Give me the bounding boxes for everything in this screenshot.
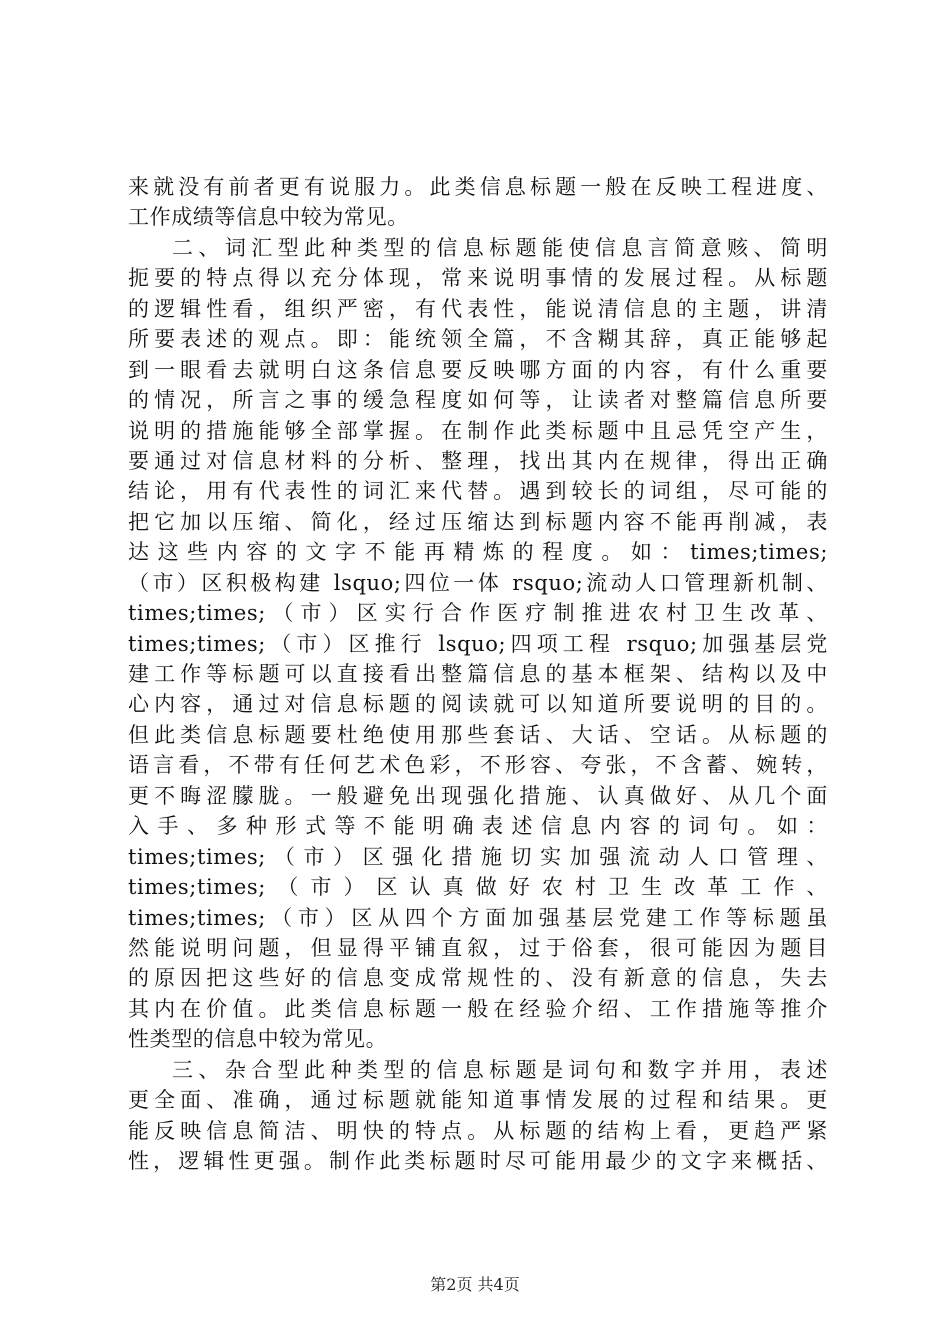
text-line: times;times;（市）区推行 lsquo;四项工程 rsquo;加强基层党: [128, 631, 828, 656]
text-line: 达这些内容的文字不能再精炼的程度。如：times;times;: [128, 540, 828, 565]
text-line: 更不晦涩朦胧。一般避免出现强化措施、认真做好、从几个面: [128, 783, 828, 808]
text-line: 的原因把这些好的信息变成常规性的、没有新意的信息，失去: [128, 966, 828, 991]
text-line: 扼要的特点得以充分体现，常来说明事情的发展过程。从标题: [128, 266, 828, 291]
text-line: 二、词汇型此种类型的信息标题能使信息言简意赅、简明: [172, 235, 828, 260]
text-line: times;times;（市）区认真做好农村卫生改革工作、: [128, 875, 828, 900]
text-line: 三、杂合型此种类型的信息标题是词句和数字并用，表述: [172, 1057, 828, 1082]
document-body: [128, 172, 828, 1176]
text-line: times;times;（市）区强化措施切实加强流动人口管理、: [128, 844, 828, 869]
text-line: 心内容，通过对信息标题的阅读就可以知道所要说明的目的。: [128, 692, 828, 717]
text-line: times;times;（市）区从四个方面加强基层党建工作等标题虽: [128, 905, 828, 930]
text-line: 来就没有前者更有说服力。此类信息标题一般在反映工程进度、: [128, 175, 828, 199]
text-line: 性，逻辑性更强。制作此类标题时尽可能用最少的文字来概括、: [128, 1149, 828, 1173]
text-line: times;times;（市）区实行合作医疗制推进农村卫生改革、: [128, 601, 828, 626]
text-line: （市）区积极构建 lsquo;四位一体 rsquo;流动人口管理新机制、: [128, 570, 828, 595]
text-line: 把它加以压缩、简化，经过压缩达到标题内容不能再削减，表: [128, 509, 828, 534]
text-line: 工作成绩等信息中较为常见。: [128, 205, 409, 230]
text-line: 性类型的信息中较为常见。: [128, 1027, 388, 1052]
text-line: 其内在价值。此类信息标题一般在经验介绍、工作措施等推介: [128, 996, 828, 1021]
text-line: 语言看，不带有任何艺术色彩，不形容、夸张，不含蓄、婉转，: [128, 753, 828, 778]
text-line: 到一眼看去就明白这条信息要反映哪方面的内容，有什么重要: [128, 357, 828, 382]
text-line: 的情况，所言之事的缓急程度如何等，让读者对整篇信息所要: [128, 388, 828, 413]
text-line: 建工作等标题可以直接看出整篇信息的基本框架、结构以及中: [128, 662, 828, 686]
text-line: 但此类信息标题要杜绝使用那些套话、大话、空话。从标题的: [128, 722, 828, 747]
text-line: 入手、多种形式等不能明确表述信息内容的词句。如：: [128, 814, 828, 839]
text-line: 要通过对信息材料的分析、整理，找出其内在规律，得出正确: [128, 448, 828, 473]
page-number-footer: 第2页 共4页: [430, 1275, 520, 1294]
text-line: 的逻辑性看，组织严密，有代表性，能说清信息的主题，讲清: [128, 296, 828, 321]
text-line: 结论，用有代表性的词汇来代替。遇到较长的词组，尽可能的: [128, 479, 828, 504]
text-line: 说明的措施能够全部掌握。在制作此类标题中且忌凭空产生，: [128, 418, 828, 443]
text-line: 更全面、准确，通过标题就能知道事情发展的过程和结果。更: [128, 1088, 828, 1113]
text-line: 所要表述的观点。即：能统领全篇，不含糊其辞，真正能够起: [128, 327, 828, 352]
text-line: 然能说明问题，但显得平铺直叙，过于俗套，很可能因为题目: [128, 935, 828, 960]
text-line: 能反映信息简洁、明快的特点。从标题的结构上看，更趋严紧: [128, 1118, 828, 1143]
